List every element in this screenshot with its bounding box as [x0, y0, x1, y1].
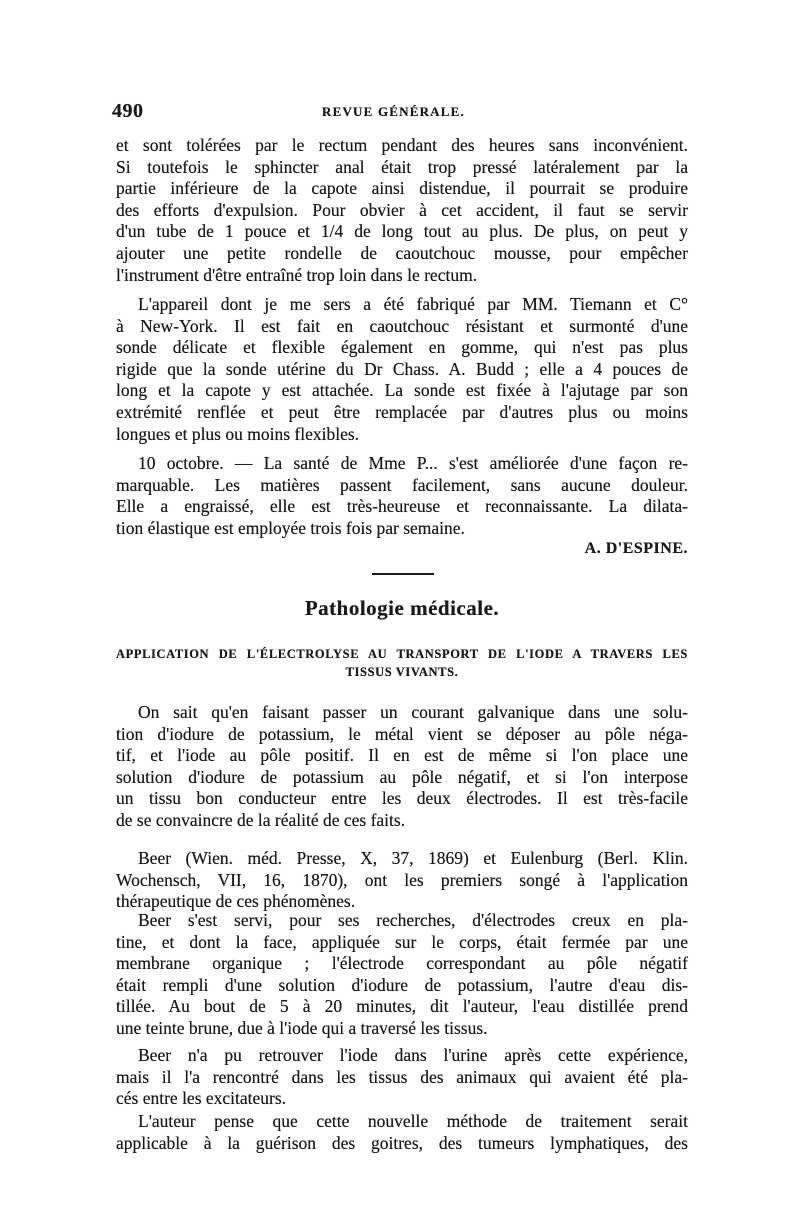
text-line: marquable. Les matières passent facilement, sans aucune douleur.: [116, 474, 688, 495]
text-line: à New-York. Il est fait en caoutchouc résistant et surmonté d'une: [116, 315, 688, 336]
author-signature: A. D'ESPINE.: [584, 540, 688, 557]
text-line: On sait qu'en faisant passer un courant galvanique dans une solu-: [138, 702, 688, 722]
article-title: [116, 645, 688, 681]
paragraph-method: [116, 910, 688, 1040]
text-line: tion élastique est employée trois fois par semaine.: [116, 517, 465, 538]
paragraph-intro: [116, 702, 688, 832]
text-line: tine, et dont la face, appliquée sur le corps, était fermée par une: [116, 931, 688, 952]
text-line: d'un tube de 1 pouce et 1/4 de long tout au plus. De plus, on peut y: [116, 221, 688, 242]
article-title-line: APPLICATION DE L'ÉLECTROLYSE AU TRANSPORT DE L'IODE A TRAVERS LES: [116, 647, 688, 661]
article-title-line: TISSUS VIVANTS.: [345, 665, 459, 679]
paragraph-references: [116, 848, 688, 913]
text-line: de se convaincre de la réalité de ces faits.: [116, 809, 406, 830]
text-line: Elle a engraissé, elle est très-heureuse et reconnaissante. La dilata-: [116, 496, 688, 517]
text-line: extrémité renflée et peut être remplacée par d'autres plus ou moins: [116, 401, 688, 422]
text-line: solution d'iodure de potassium au pôle négatif, et si l'on interpose: [116, 766, 688, 787]
text-line: tion d'iodure de potassium, le métal vient se déposer au pôle néga-: [116, 723, 688, 744]
text-line: 10 octobre. — La santé de Mme P... s'est améliorée d'une façon re-: [138, 453, 688, 473]
text-line: Wochensch, VII, 16, 1870), ont les premiers songé à l'application: [116, 869, 688, 890]
section-title: Pathologie médicale.: [304, 596, 500, 620]
paragraph-continuation: [116, 135, 688, 286]
text-line: tillée. Au bout de 5 à 20 minutes, dit l'auteur, l'eau distillée prend: [116, 996, 688, 1017]
text-line: sonde délicate et flexible également en gomme, qui n'est pas plus: [116, 337, 688, 358]
text-line: thérapeutique de ces phénomènes.: [116, 891, 356, 912]
text-line: longues et plus ou moins flexibles.: [116, 423, 360, 444]
text-line: Beer (Wien. méd. Presse, X, 37, 1869) et Eulenburg (Berl. Klin.: [138, 848, 688, 868]
running-head: REVUE GÉNÉRALE.: [322, 104, 465, 119]
text-line: cés entre les excitateurs.: [116, 1088, 287, 1109]
paragraph-conclusion: [116, 1111, 688, 1154]
paragraph-october: [116, 453, 688, 539]
text-line: mais il l'a rencontré dans les tissus des animaux qui avaient été pla-: [116, 1066, 688, 1087]
text-line: et sont tolérées par le rectum pendant des heures sans inconvénient.: [116, 135, 688, 155]
text-line: long et la capote y est attachée. La sonde est fixée à l'ajutage par son: [116, 380, 688, 401]
text-line: applicable à la guérison des goitres, des tumeurs lymphatiques, des: [116, 1132, 688, 1153]
text-line: partie inférieure de la capote ainsi distendue, il pourrait se produire: [116, 178, 688, 199]
text-line: un tissu bon conducteur entre les deux électrodes. Il est très-facile: [116, 788, 688, 809]
text-line: Beer s'est servi, pour ses recherches, d'électrodes creux en pla-: [138, 910, 688, 930]
text-line: rigide que la sonde utérine du Dr Chass. A. Budd ; elle a 4 pouces de: [116, 358, 688, 379]
text-line: ajouter une petite rondelle de caoutchouc mousse, pour empêcher: [116, 242, 688, 263]
paragraph-apparatus: [116, 294, 688, 445]
text-line: une teinte brune, due à l'iode qui a traversé les tissus.: [116, 1017, 488, 1038]
text-line: des efforts d'expulsion. Pour obvier à cet accident, il faut se servir: [116, 199, 688, 220]
paragraph-urine: [116, 1045, 688, 1110]
section-divider: [372, 573, 434, 575]
text-line: membrane organique ; l'électrode correspondant au pôle négatif: [116, 953, 688, 974]
text-line: était rempli d'une solution d'iodure de potassium, l'autre d'eau dis-: [116, 974, 688, 995]
text-line: L'auteur pense que cette nouvelle méthode de traitement serait: [138, 1111, 688, 1131]
text-line: Si toutefois le sphincter anal était trop pressé latéralement par la: [116, 156, 688, 177]
text-line: tif, et l'iode au pôle positif. Il en est de même si l'on place une: [116, 745, 688, 766]
page-header: [112, 100, 692, 124]
page-number: 490: [112, 100, 144, 122]
text-line: L'appareil dont je me sers a été fabriqué par MM. Tiemann et C°: [138, 294, 688, 314]
text-line: l'instrument d'être entraîné trop loin dans le rectum.: [116, 264, 478, 285]
text-line: Beer n'a pu retrouver l'iode dans l'urine après cette expérience,: [138, 1045, 688, 1065]
